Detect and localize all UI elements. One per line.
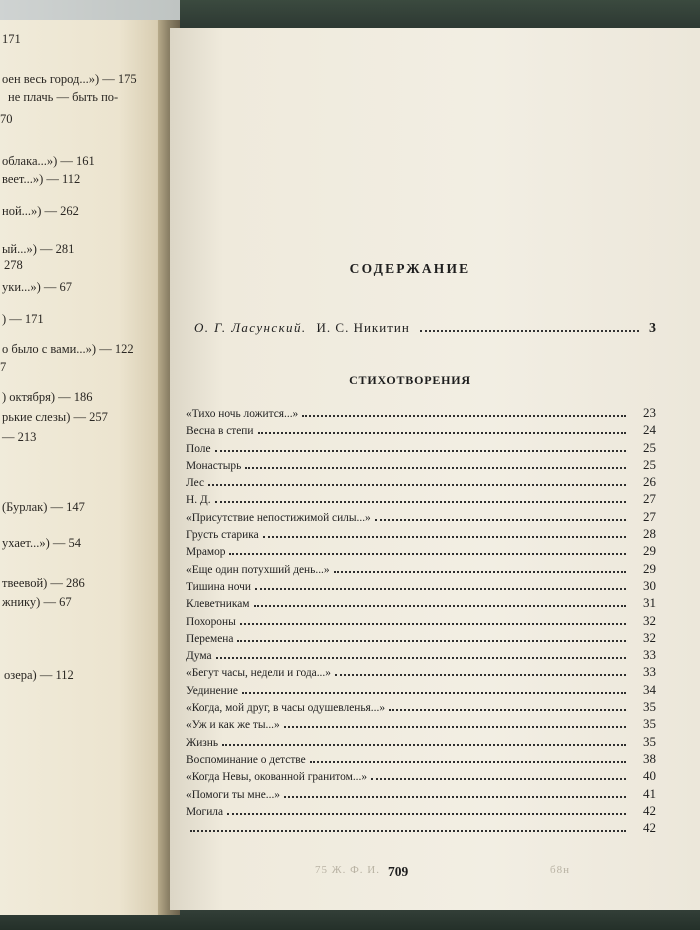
toc-entry [186,698,656,715]
leader-dots [215,450,626,452]
toc-entry-page: 30 [643,577,656,593]
toc-entry-page: 28 [643,526,656,542]
right-page [170,28,700,910]
leader-dots [242,692,626,694]
toc-entry-page: 23 [643,405,656,420]
toc-entry-page: 27 [643,491,656,507]
left-page-line: 7 [0,360,7,374]
left-page-line: облака...») — 161 [2,154,95,168]
leader-dots [335,674,626,676]
leader-dots [284,726,626,728]
toc-entry-title: «Помоги ты мне...» [186,788,280,801]
leader-dots [237,640,626,642]
leader-dots [255,588,626,590]
left-page-line: озера) — 112 [4,668,74,682]
left-page-line: ) — 171 [2,312,44,326]
toc-entry [186,404,656,421]
toc-entry-page: 32 [643,629,656,645]
toc-entry [186,490,656,507]
left-page-line: 278 [4,258,23,272]
toc-entry [186,715,656,732]
leader-dots [375,519,626,521]
toc-entry [186,819,656,836]
toc-entry [186,560,656,577]
toc-entry [186,681,656,698]
leader-dots [258,432,627,434]
toc-entry [186,750,656,767]
toc-entry-page: 38 [643,750,656,766]
toc-entry-page: 26 [643,474,656,490]
left-page-line: ухает...») — 54 [2,536,81,550]
toc-entry-title: Жизнь [186,736,219,749]
toc-entry-page: 33 [643,664,656,680]
left-page-line: 171 [2,32,21,46]
intro-page-number: 3 [649,321,656,336]
toc-entry-page: 29 [643,543,656,559]
left-page-line: рькие слезы) — 257 [2,410,108,424]
faint-print-mark-2: б8н [550,864,570,876]
left-page-line: — 213 [2,430,37,444]
leader-dots [302,415,626,417]
left-page-line: о было с вами...») — 122 [2,342,134,356]
toc-entry [186,629,656,646]
leader-dots [389,709,626,711]
toc-entry-title: Мрамор [186,546,226,559]
leader-dots [215,501,626,503]
leader-dots [334,571,626,573]
left-page-line: не плачь — быть по- [8,90,119,104]
toc-entry [186,594,656,611]
section-heading: СТИХОТВОРЕНИЯ [349,373,471,387]
intro-entry [194,320,656,340]
faint-print-mark: 75 Ж. Ф. И. [315,864,380,876]
toc-entry [186,612,656,629]
toc-list [186,404,656,836]
toc-entry-title: Дума [186,650,212,663]
toc-entry-page: 32 [643,612,656,628]
toc-entry [186,802,656,819]
left-page-line: ый...») — 281 [2,242,75,256]
toc-entry-page: 40 [643,768,656,784]
left-page [0,20,170,915]
toc-entry-page: 34 [643,681,656,697]
toc-entry-title: «Присутствие непостижимой силы...» [186,511,371,524]
leader-dots [208,484,626,486]
toc-entry [186,473,656,490]
left-page-line: уки...») — 67 [2,280,73,294]
toc-entry [186,421,656,438]
leader-dots [284,796,626,798]
left-page-line: 70 [0,112,13,126]
toc-entry [186,577,656,594]
toc-entry [186,525,656,542]
toc-entry [186,785,656,802]
toc-entry-page: 25 [643,456,656,472]
toc-entry-page: 41 [643,785,656,801]
toc-entry-title: Грусть старика [186,529,259,542]
toc-entry-title: «Тихо ночь ложится...» [186,408,299,420]
toc-entry [186,646,656,663]
toc-entry-title: Похороны [186,615,236,628]
leader-dots [245,467,626,469]
toc-entry-title: «Еще один потухший день...» [186,563,330,576]
toc-entry-page: 29 [643,560,656,576]
toc-entry-page: 24 [643,422,656,438]
left-page-line: (Бурлак) — 147 [2,500,85,514]
toc-entry-title: Тишина ночи [186,580,251,593]
toc-entry [186,663,656,680]
toc-entry-title: «Уж и как же ты...» [186,719,280,732]
toc-entry-page: 25 [643,439,656,455]
leader-dots [240,623,626,625]
toc-entry [186,456,656,473]
left-page-line: веет...») — 112 [2,172,81,186]
toc-entry-title: Воспоминание о детстве [186,753,306,766]
leader-dots [222,744,626,746]
page-number: 709 [388,864,409,879]
leader-dots [263,536,626,538]
leader-dots [229,553,626,555]
toc-entry-page: 35 [643,699,656,715]
leader-dots [227,813,626,815]
toc-entry-page: 31 [643,595,656,611]
intro-title: И. С. Никитин [316,320,410,335]
toc-entry [186,439,656,456]
left-page-line: твеевой) — 286 [2,576,85,590]
leader-dots [216,657,626,659]
toc-entry-page: 35 [643,716,656,732]
leader-dots [420,330,639,332]
toc-entry-title: «Когда, мой друг, в часы одушевленья...» [186,702,386,715]
toc-entry-title: «Когда Невы, окованной гранитом...» [186,771,368,784]
toc-entry-title: Поле [186,442,211,455]
toc-entry-title: Клеветникам [186,598,250,611]
toc-entry-title: Весна в степи [186,425,254,438]
left-page-line: ) октября) — 186 [2,390,93,404]
intro-author: О. Г. Ласунский. [194,320,307,335]
leader-dots [254,605,627,607]
toc-entry-title: Уединение [186,684,238,697]
toc-entry [186,542,656,559]
leader-dots [190,830,626,832]
toc-entry-page: 35 [643,733,656,749]
toc-entry-title: Монастырь [186,459,242,472]
left-page-line: жнику) — 67 [2,595,72,609]
toc-entry-title: Могила [186,805,224,818]
leader-dots [371,778,626,780]
toc-entry-page: 27 [643,508,656,524]
toc-entry-title: Перемена [186,632,234,645]
toc-heading: СОДЕРЖАНИЕ [349,261,471,276]
left-page-line: оен весь город...») — 175 [2,72,137,86]
toc-entry-page: 42 [643,820,656,836]
leader-dots [310,761,626,763]
left-page-line: ной...») — 262 [2,204,79,218]
toc-entry [186,508,656,525]
toc-entry [186,733,656,750]
toc-entry-title: Лес [186,477,205,490]
toc-entry-title: «Бегут часы, недели и года...» [186,667,331,680]
toc-entry-page: 42 [643,802,656,818]
toc-entry-page: 33 [643,647,656,663]
toc-entry-title: Н. Д. [186,494,211,507]
toc-entry [186,767,656,784]
